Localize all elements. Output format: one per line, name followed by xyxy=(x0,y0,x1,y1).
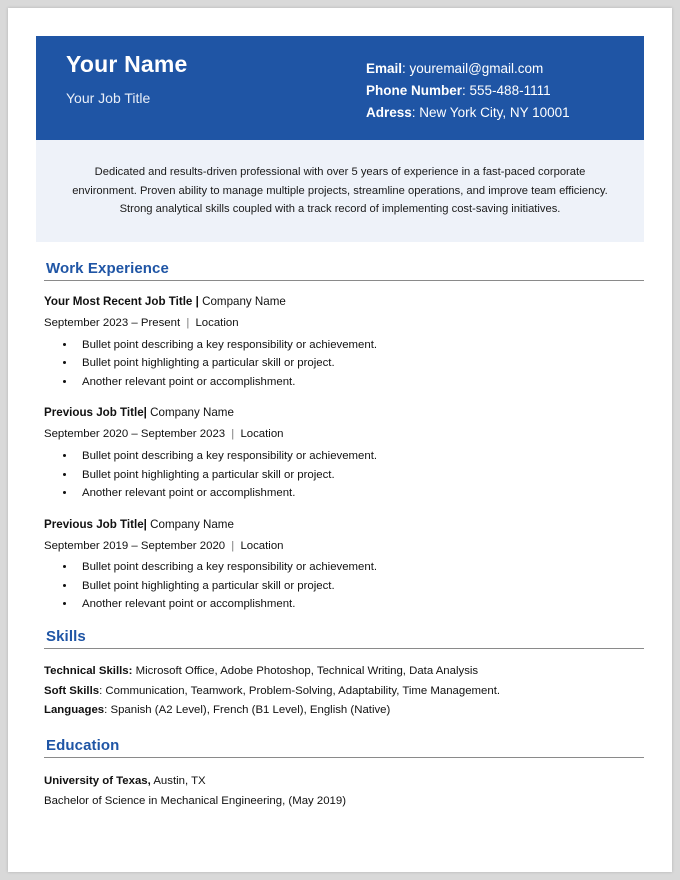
education-school-line xyxy=(44,771,644,792)
contact-email xyxy=(366,58,644,80)
job-location: Location xyxy=(240,428,284,441)
job-title: Previous Job Title xyxy=(44,517,144,531)
resume-header xyxy=(36,36,644,140)
skills-label: Languages xyxy=(44,704,105,717)
job-meta-divider: | xyxy=(186,317,190,330)
contact-email-value: youremail@gmail.com xyxy=(409,61,544,76)
job-entry xyxy=(44,405,644,502)
header-identity xyxy=(36,36,366,140)
skills-row xyxy=(44,682,644,702)
job-title: Your Most Recent Job Title xyxy=(44,295,193,308)
resume-body xyxy=(44,260,644,816)
job-bullets xyxy=(44,447,644,502)
job-separator: | xyxy=(143,517,147,531)
education-school: University of Texas, xyxy=(44,774,151,787)
contact-address-value: New York City, NY 10001 xyxy=(419,104,570,120)
contact-email-label: Email xyxy=(366,61,403,76)
skills-row xyxy=(44,662,644,682)
job-entry xyxy=(44,294,644,391)
skills-row xyxy=(44,701,644,721)
contact-phone-value: 555-488-1111 xyxy=(469,82,551,98)
job-bullet: • Bullet point describing a key responsibility or achievement. xyxy=(76,447,644,465)
job-meta-divider: | xyxy=(231,428,235,441)
resume-page xyxy=(8,8,672,872)
job-company: Company Name xyxy=(150,517,234,531)
job-dates: September 2020 – September 2023 xyxy=(44,428,226,441)
job-bullets xyxy=(44,558,644,613)
section-spacer xyxy=(44,725,644,737)
job-meta xyxy=(44,427,644,442)
job-meta-divider: | xyxy=(231,539,235,552)
section-skills xyxy=(44,628,644,721)
job-bullet: • Bullet point describing a key responsibility or achievement. xyxy=(76,336,644,354)
skills-label: Soft Skills xyxy=(44,684,100,697)
summary-text: Dedicated and results-driven professional with over 5 years of experience in a fast-paced corporate environment. Proven ability to manage multiple projects, streamline operations, and improve team efficiency. Strong analytical skills coupled with a track record of implementing cost-saving initiatives. xyxy=(72,166,608,216)
job-location: Location xyxy=(195,317,239,330)
skills-separator: : xyxy=(99,684,103,697)
job-bullets xyxy=(44,336,644,391)
contact-email-colon: : xyxy=(402,61,410,76)
contact-block xyxy=(366,36,644,140)
job-heading xyxy=(44,517,644,532)
contact-address xyxy=(366,102,644,124)
section-rule-education xyxy=(44,757,644,758)
job-separator: | xyxy=(143,406,147,420)
job-bullet: • Bullet point highlighting a particular skill or project. xyxy=(76,466,644,484)
job-bullet: • Bullet point highlighting a particular skill or project. xyxy=(76,354,644,372)
section-rule-skills xyxy=(44,648,644,649)
job-location: Location xyxy=(240,539,284,552)
education-school-location: Austin, TX xyxy=(150,774,206,787)
contact-phone xyxy=(366,80,644,102)
section-title-skills: Skills xyxy=(46,627,86,645)
job-heading xyxy=(44,405,644,420)
job-dates: September 2023 – Present xyxy=(44,317,181,330)
job-bullet: • Another relevant point or accomplishment. xyxy=(76,595,644,613)
job-bullet: • Bullet point describing a key responsibility or achievement. xyxy=(76,558,644,576)
job-bullet: • Bullet point highlighting a particular skill or project. xyxy=(76,577,644,595)
contact-address-colon: : xyxy=(411,104,420,120)
job-bullet: • Another relevant point or accomplishment. xyxy=(76,484,644,502)
job-meta xyxy=(44,316,644,331)
job-title: Previous Job Title xyxy=(44,406,144,420)
skills-value: Spanish (A2 Level), French (B1 Level), English (Native) xyxy=(107,704,391,717)
skills-value: Communication, Teamwork, Problem-Solving, Adaptability, Time Management. xyxy=(102,684,501,697)
job-meta xyxy=(44,539,644,554)
skills-label: Technical Skills xyxy=(44,664,129,677)
section-rule-work xyxy=(44,280,644,281)
skills-separator: : xyxy=(104,704,108,717)
contact-phone-label: Phone Number xyxy=(366,82,463,98)
job-heading xyxy=(44,294,644,309)
job-company: Company Name xyxy=(150,406,234,420)
professional-summary xyxy=(36,140,644,242)
job-company: Company Name xyxy=(202,295,286,308)
job-dates: September 2019 – September 2020 xyxy=(44,539,226,552)
skills-value: Microsoft Office, Adobe Photoshop, Technical Writing, Data Analysis xyxy=(132,664,479,677)
contact-address-label: Adress xyxy=(366,104,412,120)
skills-separator: : xyxy=(128,664,133,677)
education-degree: Bachelor of Science in Mechanical Engineering, (May 2019) xyxy=(44,795,347,808)
job-entry xyxy=(44,517,644,614)
job-bullet: • Another relevant point or accomplishment. xyxy=(76,373,644,391)
job-separator: | xyxy=(195,295,199,308)
section-title-work: Work Experience xyxy=(46,260,169,277)
candidate-name: Your Name xyxy=(66,51,188,77)
candidate-job-title: Your Job Title xyxy=(66,90,151,107)
section-work-experience xyxy=(44,260,644,614)
contact-phone-colon: : xyxy=(462,82,470,98)
section-title-education: Education xyxy=(46,736,120,754)
section-education xyxy=(44,737,644,812)
